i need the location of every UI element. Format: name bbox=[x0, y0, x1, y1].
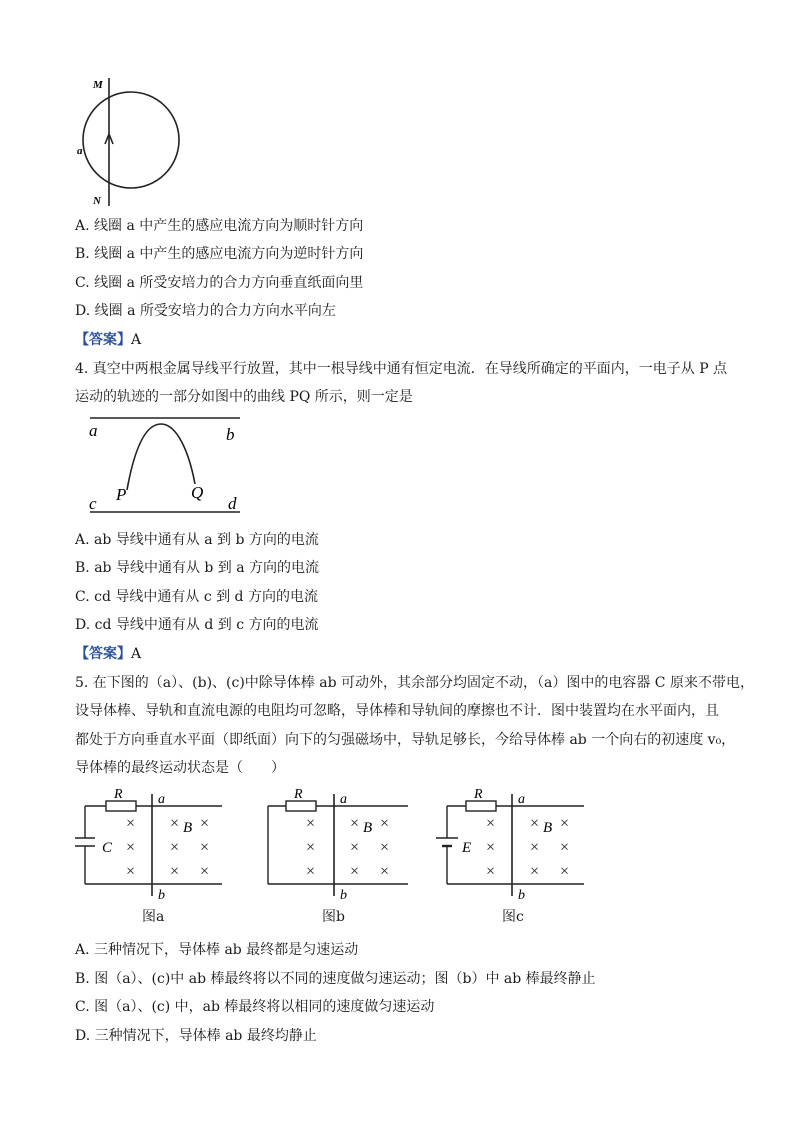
q3-option-a: A. 线圈 a 中产生的感应电流方向为顺时针方向 bbox=[75, 218, 364, 234]
q4-stem-line2: 运动的轨迹的一部分如图中的曲线 PQ 所示，则一定是 bbox=[75, 389, 413, 405]
svg-text:×: × bbox=[350, 863, 360, 880]
label-C: C bbox=[102, 840, 113, 856]
label-a: a bbox=[77, 145, 83, 157]
magnetic-field-crosses bbox=[486, 815, 569, 880]
label-N: N bbox=[93, 195, 101, 207]
resistor-r bbox=[106, 801, 136, 811]
label-E: E bbox=[462, 840, 472, 856]
label-b: b bbox=[340, 888, 347, 902]
label-M: M bbox=[93, 79, 103, 91]
label-P: P bbox=[116, 485, 127, 504]
svg-text:×: × bbox=[306, 815, 316, 832]
svg-text:×: × bbox=[306, 863, 316, 880]
q3-figure bbox=[75, 72, 185, 212]
magnetic-field-crosses bbox=[126, 815, 209, 880]
label-a: a bbox=[340, 792, 347, 807]
caption-fig-b: 图b bbox=[322, 909, 345, 925]
q3-option-c: C. 线圈 a 所受安培力的合力方向垂直纸面向里 bbox=[75, 275, 364, 291]
q4-stem-line1: 4. 真空中两根金属导线平行放置，其中一根导线中通有恒定电流．在导线所确定的平面内，一电子从 P 点 bbox=[75, 361, 728, 377]
q4-option-c: C. cd 导线中通有从 c 到 d 方向的电流 bbox=[75, 589, 318, 605]
q5-figure-a bbox=[70, 786, 230, 902]
svg-text:×: × bbox=[530, 863, 540, 880]
answer-value: A bbox=[131, 332, 142, 348]
label-R: R bbox=[294, 787, 303, 802]
q4-option-b: B. ab 导线中通有从 b 到 a 方向的电流 bbox=[75, 560, 320, 576]
q5-stem-line1: 5. 在下图的（a）、(b)、(c)中除导体棒 ab 可动外，其余部分均固定不动，（a）图中的电容器 C 原来不带电， bbox=[75, 675, 754, 691]
q4-figure bbox=[85, 412, 245, 518]
svg-text:×: × bbox=[350, 815, 360, 832]
svg-text:×: × bbox=[306, 839, 316, 856]
svg-text:×: × bbox=[170, 839, 180, 856]
svg-text:×: × bbox=[350, 839, 360, 856]
label-d: d bbox=[228, 494, 237, 513]
q5-option-a: A. 三种情况下，导体棒 ab 最终都是匀速运动 bbox=[75, 942, 359, 958]
caption-fig-a: 图a bbox=[142, 909, 165, 925]
coil-a bbox=[83, 92, 179, 188]
label-b: b bbox=[518, 888, 525, 902]
label-a: a bbox=[158, 792, 165, 807]
caption-fig-c: 图c bbox=[502, 909, 524, 925]
svg-text:×: × bbox=[126, 863, 136, 880]
svg-text:×: × bbox=[530, 839, 540, 856]
svg-text:×: × bbox=[530, 815, 540, 832]
svg-text:×: × bbox=[380, 815, 390, 832]
q5-option-d: D. 三种情况下，导体棒 ab 最终均静止 bbox=[75, 1028, 317, 1044]
svg-text:×: × bbox=[126, 815, 136, 832]
svg-text:×: × bbox=[560, 863, 570, 880]
answer-value: A bbox=[131, 646, 142, 662]
label-b: b bbox=[226, 425, 235, 444]
svg-text:×: × bbox=[126, 839, 136, 856]
q5-stem-line4: 导体棒的最终运动状态是（ ） bbox=[75, 760, 285, 776]
svg-text:×: × bbox=[560, 839, 570, 856]
label-B: B bbox=[183, 820, 193, 836]
magnetic-field-crosses bbox=[306, 815, 389, 880]
label-c: c bbox=[89, 494, 97, 513]
q3-option-d: D. 线圈 a 所受安培力的合力方向水平向左 bbox=[75, 303, 336, 319]
svg-text:×: × bbox=[200, 863, 210, 880]
q5-option-b: B. 图（a）、(c)中 ab 棒最终将以不同的速度做匀速运动；图（b）中 ab 棒最终静止 bbox=[75, 971, 596, 987]
svg-text:×: × bbox=[170, 815, 180, 832]
label-R: R bbox=[114, 787, 123, 802]
label-a: a bbox=[518, 792, 525, 807]
svg-text:×: × bbox=[200, 815, 210, 832]
svg-text:×: × bbox=[486, 863, 496, 880]
label-b: b bbox=[158, 888, 165, 902]
label-a: a bbox=[89, 421, 98, 440]
resistor-r bbox=[466, 801, 496, 811]
label-R: R bbox=[474, 787, 483, 802]
answer-tag: 【答案】 bbox=[75, 646, 131, 662]
svg-text:×: × bbox=[486, 839, 496, 856]
svg-text:×: × bbox=[170, 863, 180, 880]
q4-answer bbox=[75, 644, 141, 664]
q5-option-c: C. 图（a）、(c) 中，ab 棒最终将以相同的速度做匀速运动 bbox=[75, 999, 435, 1015]
label-B: B bbox=[543, 820, 553, 836]
svg-text:×: × bbox=[380, 839, 390, 856]
label-Q: Q bbox=[191, 483, 204, 502]
q5-figure-b bbox=[258, 786, 418, 902]
q3-answer bbox=[75, 330, 141, 350]
q4-option-d: D. cd 导线中通有从 d 到 c 方向的电流 bbox=[75, 617, 319, 633]
svg-text:×: × bbox=[560, 815, 570, 832]
q5-stem-line2: 设导体棒、导轨和直流电源的电阻均可忽略，导体棒和导轨间的摩擦也不计．图中装置均在水平面内，且 bbox=[75, 703, 719, 719]
label-B: B bbox=[363, 820, 373, 836]
resistor-r bbox=[286, 801, 316, 811]
svg-text:×: × bbox=[380, 863, 390, 880]
trajectory-pq bbox=[127, 424, 195, 490]
q3-option-b: B. 线圈 a 中产生的感应电流方向为逆时针方向 bbox=[75, 246, 364, 262]
svg-text:×: × bbox=[200, 839, 210, 856]
q4-option-a: A. ab 导线中通有从 a 到 b 方向的电流 bbox=[75, 532, 319, 548]
q5-figure-c bbox=[432, 786, 592, 902]
q5-stem-line3: 都处于方向垂直水平面（即纸面）向下的匀强磁场中，导轨足够长，今给导体棒 ab 一个向右的初速度 v₀， bbox=[75, 732, 736, 748]
svg-text:×: × bbox=[486, 815, 496, 832]
answer-tag: 【答案】 bbox=[75, 332, 131, 348]
